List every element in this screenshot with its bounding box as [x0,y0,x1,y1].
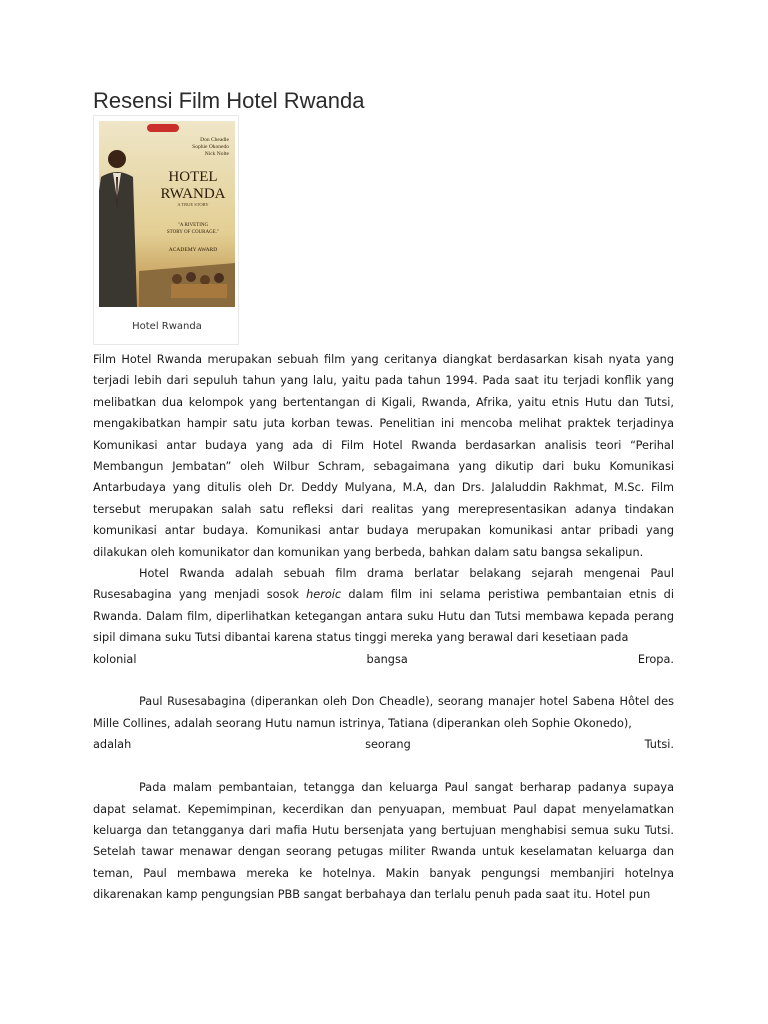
italic-term: heroic [306,588,342,602]
poster-title-2: RWANDA [160,186,226,202]
figure-caption: Hotel Rwanda [132,321,202,332]
poster-tagline: A TRUE STORY [177,202,209,207]
poster-cast-1: Don Cheadle [200,137,229,143]
poster-quote-1: "A RIVETING [177,223,209,228]
hotel-rwanda-poster-image [99,121,235,307]
poster-cast-2: Sophie Okonedo [192,144,229,150]
poster-title-1: HOTEL [168,169,218,185]
paragraph-2-last-line: kolonial bangsa Eropa. [93,652,674,666]
paragraph-gap [93,670,674,691]
paragraph-3: Paul Rusesabagina (diperankan oleh Don Cheadle), seorang manajer hotel Sabena Hôtel des Mille Collines, adalah seorang Hutu namun istrinya, Tatiana (diperankan oleh Sophie Okonedo), [93,695,674,730]
article-body [93,349,674,906]
paragraph-3-last-line: adalah seorang Tutsi. [93,738,674,752]
poster-award: ACADEMY AWARD [168,247,218,253]
paragraph-4: Pada malam pembantaian, tetangga dan keluarga Paul sangat berharap padanya supaya dapat selamat. Kepemimpinan, kecerdikan dan penyuapan, membuat Paul dapat menyelamatkan keluarga dan tetangganya dari mafia Hutu bersenjata yang bertujuan menghabisi semua suku Tutsi. Setelah tawar menawar dengan seorang petugas militer Rwanda untuk keselamatan keluarga dan teman, Paul membawa mereka ke hotelnya. Makin banyak pengungsi membanjiri hotelnya dikarenakan kamp pengungsian PBB sangat berbahaya dan terlalu penuh pada saat itu. Hotel pun [93,781,674,902]
poster-quote-2: STORY OF COURAGE." [166,230,220,235]
paragraph-gap [93,756,674,777]
paragraph-1: Film Hotel Rwanda merupakan sebuah film yang ceritanya diangkat berdasarkan kisah nyata yang terjadi lebih dari sepuluh tahun yang lalu, yaitu pada tahun 1994. Pada saat itu terjadi konflik yang melibatkan dua kelompok yang bertentangan di Kigali, Rwanda, Afrika, yaitu etnis Hutu dan Tutsi, mengakibatkan hampir satu juta korban tewas. Penelitian ini mencoba melihat praktek terjadinya Komunikasi antar budaya yang ada di Film Hotel Rwanda berdasarkan analisis teori “Perihal Membangun Jembatan” oleh Wilbur Schram, sebagaimana yang dikutip dari buku Komunikasi Antarbudaya yang ditulis oleh Dr. Deddy Mulyana, M.A, dan Drs. Jalaluddin Rakhmat, M.Sc. Film tersebut merupakan salah satu refleksi dari realitas yang merepresentasikan adanya tindakan komunikasi antar budaya. Komunikasi antar budaya merupakan komunikasi antar pribadi yang dilakukan oleh komunikator dan komunikan yang berbeda, bahkan dalam satu bangsa sekalipun. [93,353,674,559]
document-title: Resensi Film Hotel Rwanda [93,88,365,113]
paragraph-2: Hotel Rwanda adalah sebuah film drama berlatar belakang sejarah mengenai Paul Rusesabagina yang menjadi sosok heroic dalam film ini selama peristiwa pembantaian etnis di Rwanda. Dalam film, diperlihatkan ketegangan antara suku Hutu dan Tutsi membawa kepada perang sipil dimana suku Tutsi dibantai karena status tinggi mereka yang berawal dari kesetiaan pada [93,567,674,645]
poster-cast-3: Nick Nolte [204,151,229,157]
poster-figure [93,115,239,345]
